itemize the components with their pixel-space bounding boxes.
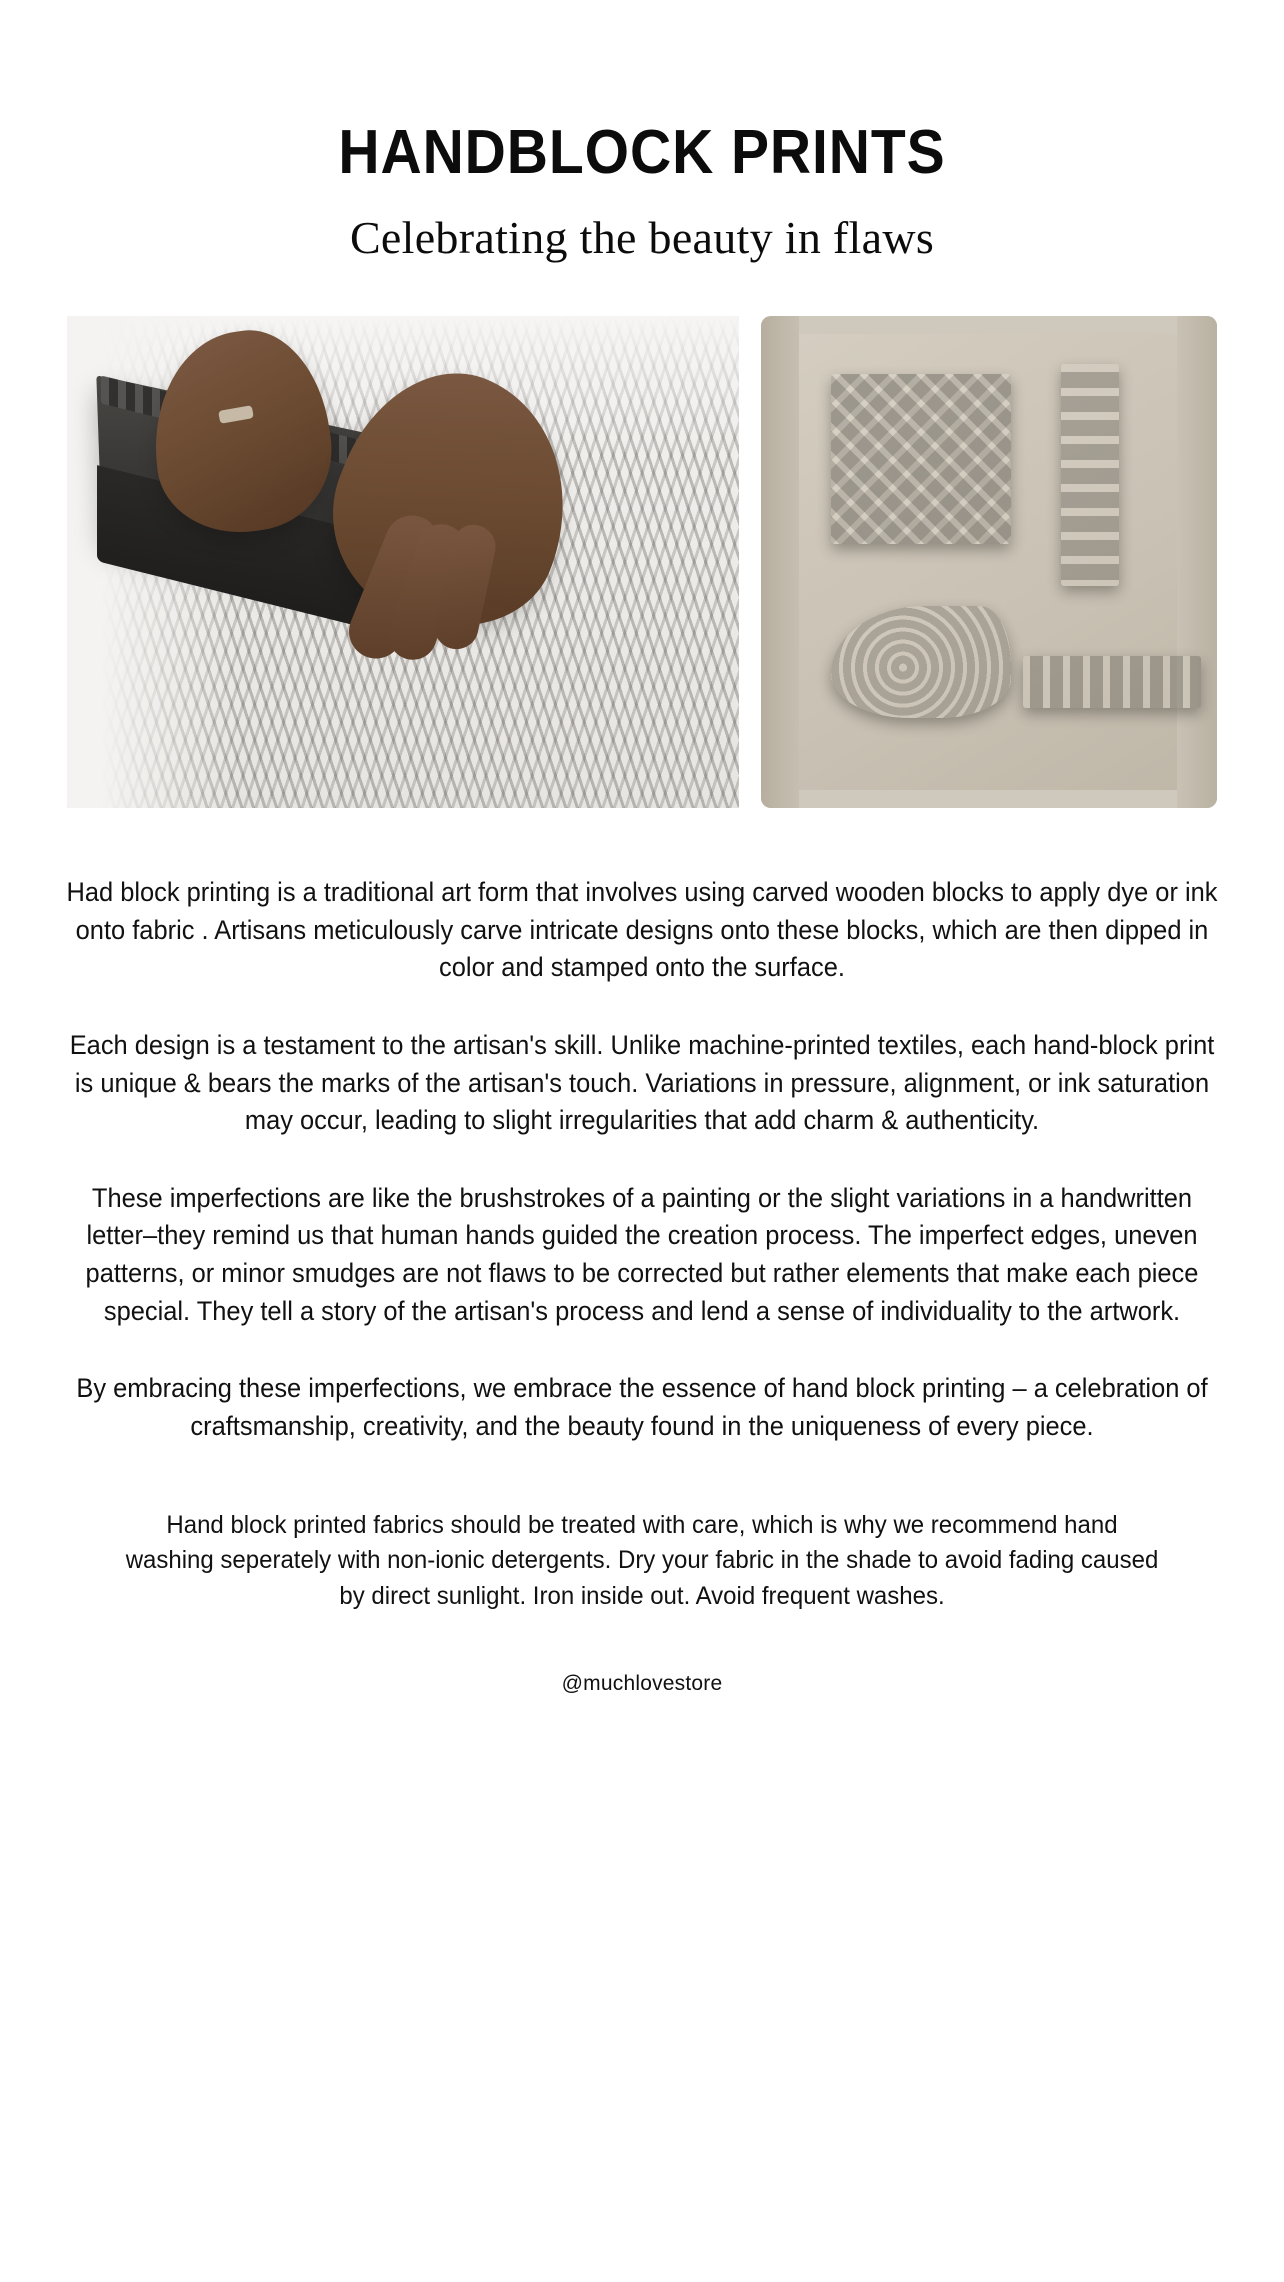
- care-instructions: Hand block printed fabrics should be treated with care, which is why we recommend hand washing seperately with non-ionic detergents. Dry your fabric in the shade to avoid fading caused by direct sunlight. Iron inside out. Avoid frequent washes.: [125, 1510, 1159, 1610]
- image-row: [0, 316, 1284, 808]
- carved-block-square: [831, 374, 1011, 544]
- hands-printing-fabric-image: [67, 316, 739, 808]
- page-header: [0, 0, 1284, 264]
- paragraph-1: Had block printing is a traditional art form that involves using carved wooden blocks to apply dye or ink onto fabric . Artisans meticulously carve intricate designs onto these blocks, which are then dipped in color and stamped onto the surface.: [66, 877, 1218, 983]
- paragraph-3: These imperfections are like the brushstrokes of a painting or the slight variations in a handwritten letter–they remind us that human hands guided the creation process. The imperfect edges, uneven patterns, or minor smudges are not flaws to be corrected but rather elements that make each piece special. They tell a story of the artisan's process and lend a sense of individuality to the artwork.: [85, 1182, 1199, 1326]
- carved-block-vertical-strip: [1061, 364, 1119, 586]
- paper-edge-left: [761, 316, 799, 808]
- carved-block-horizontal-strip: [1023, 656, 1201, 708]
- page-title: HANDBLOCK PRINTS: [338, 118, 946, 187]
- paper-edge-right: [1177, 316, 1217, 808]
- store-handle: @muchlovestore: [561, 1672, 723, 1696]
- paragraph-2: Each design is a testament to the artisan's skill. Unlike machine-printed textiles, each hand-block print is unique & bears the marks of the artisan's touch. Variations in pressure, alignment, or ink saturation may occur, leading to slight irregularities that add charm & authenticity.: [69, 1029, 1215, 1136]
- paragraph-4: By embracing these imperfections, we embrace the essence of hand block printing – a celebration of craftsmanship, creativity, and the beauty found in the uniqueness of every piece.: [76, 1373, 1208, 1441]
- page-subtitle: Celebrating the beauty in flaws: [349, 212, 935, 264]
- carved-wooden-blocks-image: [761, 316, 1217, 808]
- body-copy: [39, 874, 1245, 1696]
